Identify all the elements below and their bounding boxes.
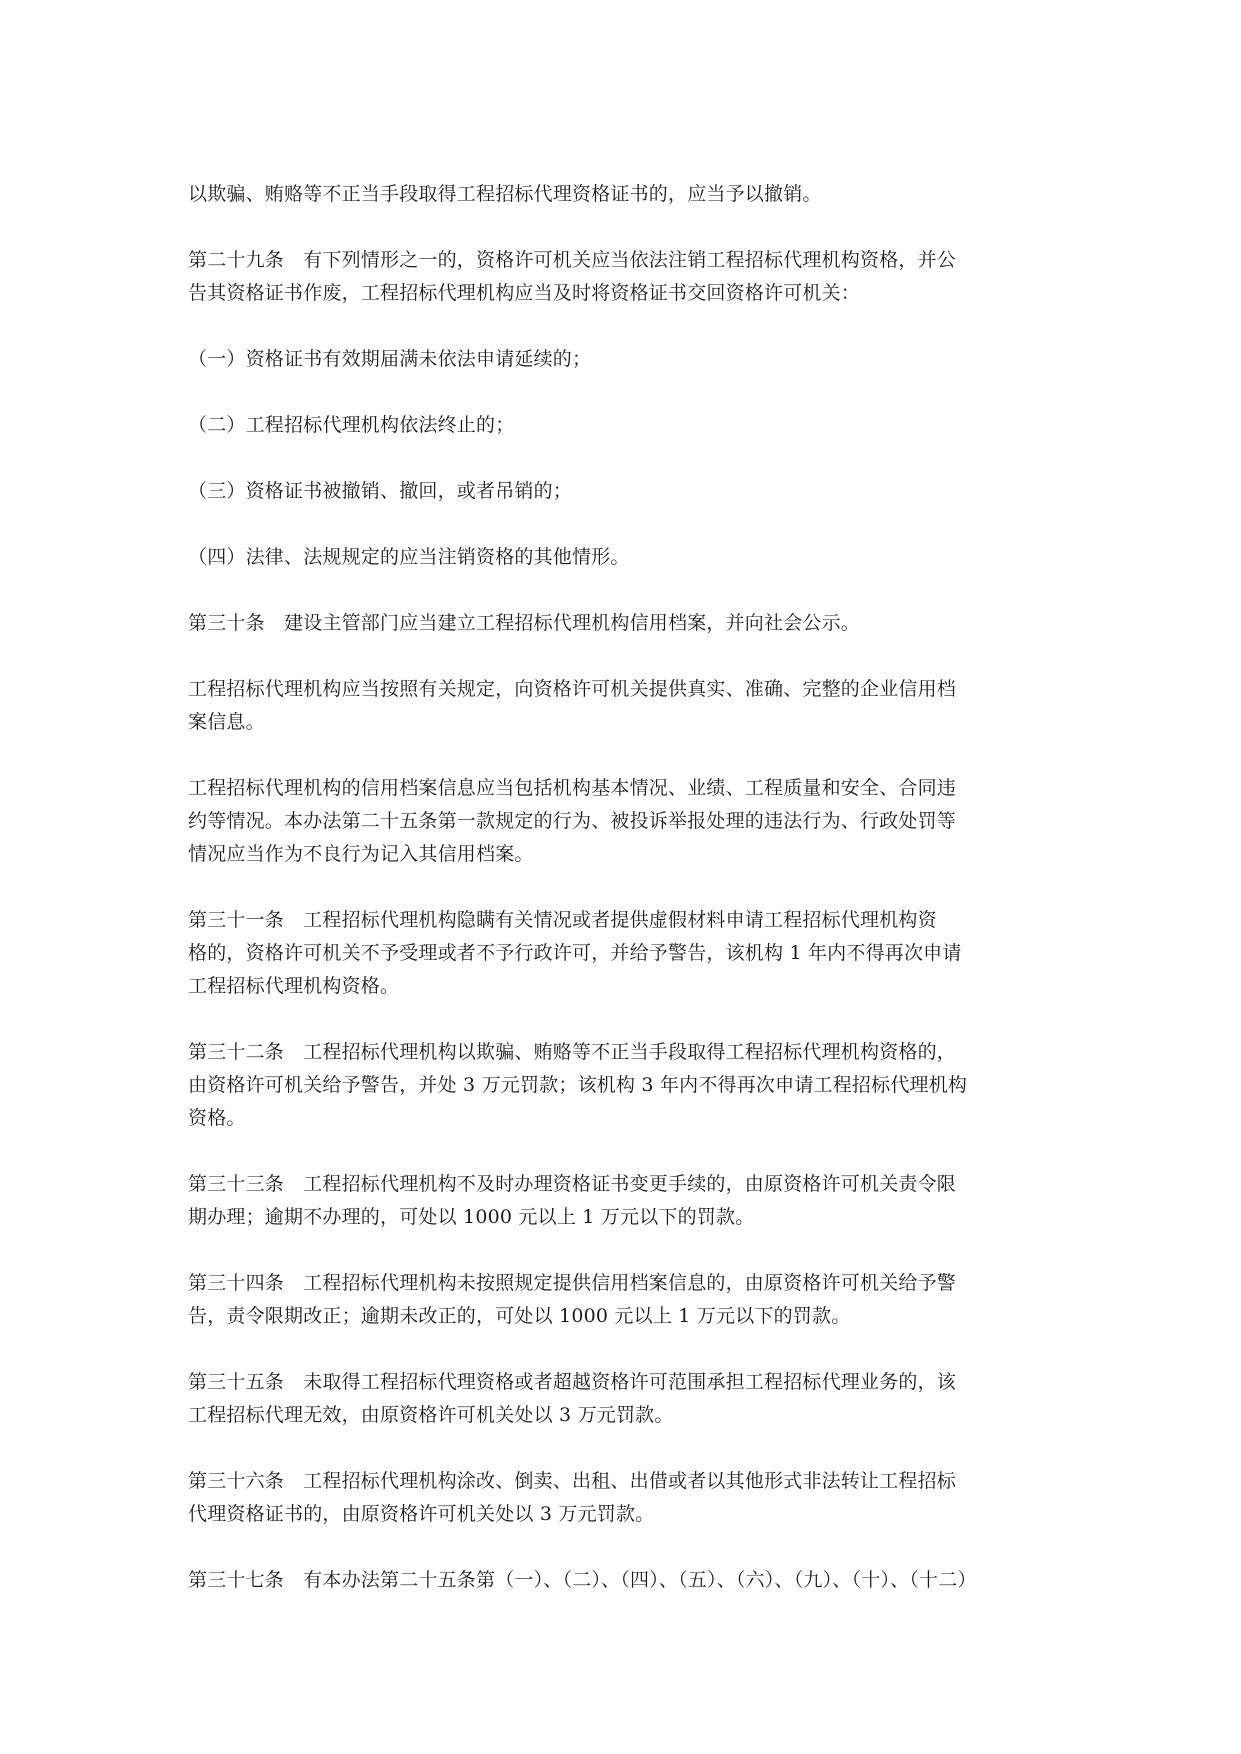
list-item-4: [188, 541, 1058, 574]
text-line: 工程招标代理机构资格。: [188, 975, 400, 997]
text-line: 第三十一条 工程招标代理机构隐瞒有关情况或者提供虚假材料申请工程招标代理机构资: [188, 909, 937, 931]
list-item-2: [188, 409, 1058, 442]
document-body: [188, 178, 1058, 1630]
text-line: （三）资格证书被撤销、撤回，或者吊销的；: [188, 480, 573, 502]
article-33-paragraph: [188, 1168, 1058, 1234]
article-30-paragraph: [188, 607, 1058, 640]
text-line: 第三十三条 工程招标代理机构不及时办理资格证书变更手续的，由原资格许可机关责令限: [188, 1173, 957, 1195]
text-line: 以欺骗、贿赂等不正当手段取得工程招标代理资格证书的，应当予以撤销。: [188, 183, 822, 205]
text-line: 资格。: [188, 1107, 246, 1129]
text-line: 案信息。: [188, 711, 265, 733]
text-line: （二）工程招标代理机构依法终止的；: [188, 414, 515, 436]
text-line: 第三十六条 工程招标代理机构涂改、倒卖、出租、出借或者以其他形式非法转让工程招标: [188, 1470, 957, 1492]
text-line: 期办理；逾期不办理的，可处以 1000 元以上 1 万元以下的罚款。: [188, 1206, 755, 1228]
list-item-3: [188, 475, 1058, 508]
text-line: 告，责令限期改正；逾期未改正的，可处以 1000 元以上 1 万元以下的罚款。: [188, 1305, 851, 1327]
text-line: 第三十条 建设主管部门应当建立工程招标代理机构信用档案，并向社会公示。: [188, 612, 861, 634]
paragraph: [188, 673, 1058, 739]
text-line: 工程招标代理机构的信用档案信息应当包括机构基本情况、业绩、工程质量和安全、合同违: [188, 777, 957, 799]
text-line: 第三十七条 有本办法第二十五条第（一）、（二）、（四）、（五）、（六）、（九）、（十）、（十二）: [188, 1569, 977, 1591]
text-line: 由资格许可机关给予警告，并处 3 万元罚款；该机构 3 年内不得再次申请工程招标代理机构: [188, 1074, 968, 1096]
article-37-paragraph: [188, 1564, 1058, 1597]
text-line: 第二十九条 有下列情形之一的，资格许可机关应当依法注销工程招标代理机构资格，并公: [188, 249, 957, 271]
paragraph: [188, 178, 1058, 211]
text-line: 代理资格证书的，由原资格许可机关处以 3 万元罚款。: [188, 1503, 655, 1525]
article-29-paragraph: [188, 244, 1058, 310]
article-32-paragraph: [188, 1036, 1058, 1135]
paragraph: [188, 772, 1058, 871]
text-line: 约等情况。本办法第二十五条第一款规定的行为、被投诉举报处理的违法行为、行政处罚等: [188, 810, 957, 832]
text-line: 第三十四条 工程招标代理机构未按照规定提供信用档案信息的，由原资格许可机关给予警: [188, 1272, 957, 1294]
text-line: 情况应当作为不良行为记入其信用档案。: [188, 843, 534, 865]
text-line: 格的，资格许可机关不予受理或者不予行政许可，并给予警告，该机构 1 年内不得再次申请: [188, 942, 962, 964]
text-line: 工程招标代理无效，由原资格许可机关处以 3 万元罚款。: [188, 1404, 674, 1426]
article-31-paragraph: [188, 904, 1058, 1003]
article-35-paragraph: [188, 1366, 1058, 1432]
article-34-paragraph: [188, 1267, 1058, 1333]
text-line: （一）资格证书有效期届满未依法申请延续的；: [188, 348, 592, 370]
article-36-paragraph: [188, 1465, 1058, 1531]
list-item-1: [188, 343, 1058, 376]
text-line: 告其资格证书作废，工程招标代理机构应当及时将资格证书交回资格许可机关：: [188, 282, 861, 304]
text-line: 第三十五条 未取得工程招标代理资格或者超越资格许可范围承担工程招标代理业务的，该: [188, 1371, 957, 1393]
text-line: 第三十二条 工程招标代理机构以欺骗、贿赂等不正当手段取得工程招标代理机构资格的，: [188, 1041, 957, 1063]
text-line: （四）法律、法规规定的应当注销资格的其他情形。: [188, 546, 630, 568]
text-line: 工程招标代理机构应当按照有关规定，向资格许可机关提供真实、准确、完整的企业信用档: [188, 678, 957, 700]
